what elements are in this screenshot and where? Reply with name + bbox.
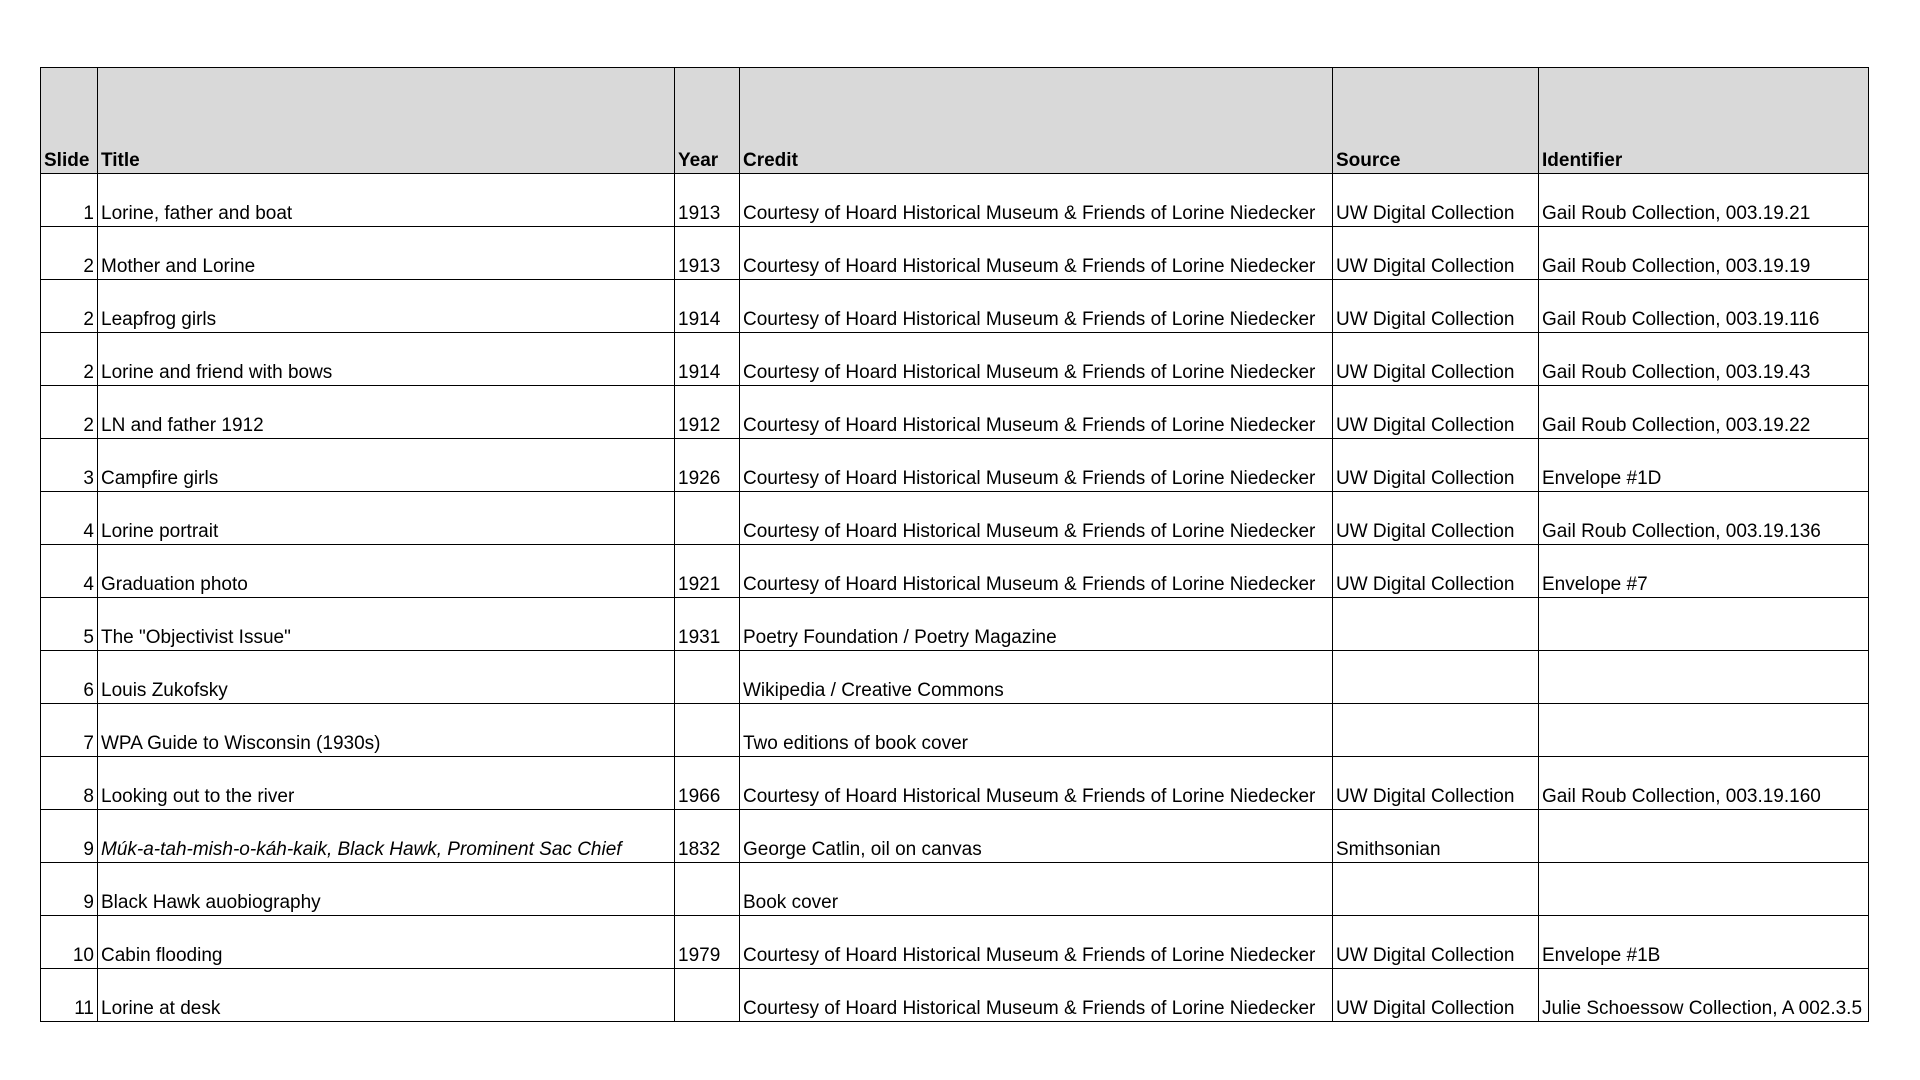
- cell-title[interactable]: Lorine, father and boat: [98, 174, 675, 227]
- cell-identifier[interactable]: Gail Roub Collection, 003.19.136: [1539, 492, 1869, 545]
- table-row: [41, 598, 1869, 651]
- cell-identifier[interactable]: Julie Schoessow Collection, A 002.3.5: [1539, 969, 1869, 1022]
- cell-identifier[interactable]: [1539, 704, 1869, 757]
- cell-year[interactable]: 1931: [675, 598, 740, 651]
- table-row: [41, 863, 1869, 916]
- cell-slide[interactable]: 9: [41, 810, 98, 863]
- cell-slide[interactable]: 5: [41, 598, 98, 651]
- table-row: [41, 704, 1869, 757]
- header-source[interactable]: Source: [1333, 68, 1539, 174]
- cell-identifier[interactable]: [1539, 651, 1869, 704]
- cell-year[interactable]: 1914: [675, 333, 740, 386]
- cell-title[interactable]: Cabin flooding: [98, 916, 675, 969]
- cell-title[interactable]: Lorine and friend with bows: [98, 333, 675, 386]
- cell-credit[interactable]: Wikipedia / Creative Commons: [740, 651, 1333, 704]
- cell-credit[interactable]: Courtesy of Hoard Historical Museum & Friends of Lorine Niedecker: [740, 174, 1333, 227]
- table-row: [41, 757, 1869, 810]
- cell-source[interactable]: UW Digital Collection: [1333, 439, 1539, 492]
- table-row: [41, 386, 1869, 439]
- cell-source[interactable]: UW Digital Collection: [1333, 227, 1539, 280]
- cell-year[interactable]: [675, 969, 740, 1022]
- cell-source[interactable]: UW Digital Collection: [1333, 545, 1539, 598]
- cell-title[interactable]: Louis Zukofsky: [98, 651, 675, 704]
- cell-identifier[interactable]: Gail Roub Collection, 003.19.19: [1539, 227, 1869, 280]
- cell-credit[interactable]: Courtesy of Hoard Historical Museum & Friends of Lorine Niedecker: [740, 386, 1333, 439]
- cell-slide[interactable]: 6: [41, 651, 98, 704]
- cell-source[interactable]: UW Digital Collection: [1333, 333, 1539, 386]
- header-row: [41, 68, 1869, 174]
- cell-credit[interactable]: Courtesy of Hoard Historical Museum & Friends of Lorine Niedecker: [740, 545, 1333, 598]
- cell-slide[interactable]: 9: [41, 863, 98, 916]
- cell-credit[interactable]: Two editions of book cover: [740, 704, 1333, 757]
- cell-source[interactable]: UW Digital Collection: [1333, 757, 1539, 810]
- cell-slide[interactable]: 11: [41, 969, 98, 1022]
- cell-year[interactable]: 1966: [675, 757, 740, 810]
- cell-slide[interactable]: 4: [41, 492, 98, 545]
- cell-credit[interactable]: Courtesy of Hoard Historical Museum & Friends of Lorine Niedecker: [740, 916, 1333, 969]
- cell-source[interactable]: UW Digital Collection: [1333, 492, 1539, 545]
- cell-slide[interactable]: 2: [41, 333, 98, 386]
- cell-year[interactable]: 1979: [675, 916, 740, 969]
- cell-title[interactable]: Looking out to the river: [98, 757, 675, 810]
- header-year[interactable]: Year: [675, 68, 740, 174]
- cell-credit[interactable]: Book cover: [740, 863, 1333, 916]
- cell-source[interactable]: [1333, 704, 1539, 757]
- cell-title[interactable]: Múk-a-tah-mish-o-káh-kaik, Black Hawk, Prominent Sac Chief: [98, 810, 675, 863]
- cell-identifier[interactable]: Envelope #1B: [1539, 916, 1869, 969]
- cell-identifier[interactable]: [1539, 810, 1869, 863]
- table-row: [41, 810, 1869, 863]
- table-row: [41, 280, 1869, 333]
- cell-year[interactable]: [675, 651, 740, 704]
- cell-credit[interactable]: Courtesy of Hoard Historical Museum & Friends of Lorine Niedecker: [740, 333, 1333, 386]
- cell-slide[interactable]: 1: [41, 174, 98, 227]
- slide-credits-table: [40, 67, 1869, 1022]
- cell-identifier[interactable]: Gail Roub Collection, 003.19.43: [1539, 333, 1869, 386]
- cell-identifier[interactable]: [1539, 598, 1869, 651]
- table-row: [41, 492, 1869, 545]
- cell-credit[interactable]: Courtesy of Hoard Historical Museum & Friends of Lorine Niedecker: [740, 969, 1333, 1022]
- table-row: [41, 916, 1869, 969]
- cell-source[interactable]: [1333, 598, 1539, 651]
- cell-identifier[interactable]: Gail Roub Collection, 003.19.160: [1539, 757, 1869, 810]
- cell-slide[interactable]: 2: [41, 386, 98, 439]
- cell-credit[interactable]: Courtesy of Hoard Historical Museum & Friends of Lorine Niedecker: [740, 757, 1333, 810]
- cell-title[interactable]: Lorine portrait: [98, 492, 675, 545]
- cell-source[interactable]: [1333, 651, 1539, 704]
- cell-title[interactable]: Graduation photo: [98, 545, 675, 598]
- cell-year[interactable]: [675, 704, 740, 757]
- cell-slide[interactable]: 10: [41, 916, 98, 969]
- table-row: [41, 333, 1869, 386]
- cell-source[interactable]: Smithsonian: [1333, 810, 1539, 863]
- cell-identifier[interactable]: [1539, 863, 1869, 916]
- table-row: [41, 969, 1869, 1022]
- cell-identifier[interactable]: Gail Roub Collection, 003.19.116: [1539, 280, 1869, 333]
- cell-year[interactable]: [675, 492, 740, 545]
- table-row: [41, 545, 1869, 598]
- header-credit[interactable]: Credit: [740, 68, 1333, 174]
- cell-identifier[interactable]: Envelope #1D: [1539, 439, 1869, 492]
- cell-title[interactable]: Campfire girls: [98, 439, 675, 492]
- cell-slide[interactable]: 3: [41, 439, 98, 492]
- cell-credit[interactable]: Courtesy of Hoard Historical Museum & Friends of Lorine Niedecker: [740, 227, 1333, 280]
- cell-source[interactable]: [1333, 863, 1539, 916]
- table-row: [41, 439, 1869, 492]
- cell-year[interactable]: 1926: [675, 439, 740, 492]
- cell-credit[interactable]: Courtesy of Hoard Historical Museum & Friends of Lorine Niedecker: [740, 280, 1333, 333]
- cell-source[interactable]: UW Digital Collection: [1333, 969, 1539, 1022]
- cell-title[interactable]: Lorine at desk: [98, 969, 675, 1022]
- table-row: [41, 651, 1869, 704]
- cell-credit[interactable]: George Catlin, oil on canvas: [740, 810, 1333, 863]
- cell-identifier[interactable]: Gail Roub Collection, 003.19.22: [1539, 386, 1869, 439]
- cell-year[interactable]: 1913: [675, 174, 740, 227]
- cell-credit[interactable]: Courtesy of Hoard Historical Museum & Friends of Lorine Niedecker: [740, 439, 1333, 492]
- table-row: [41, 174, 1869, 227]
- cell-year[interactable]: [675, 863, 740, 916]
- cell-year[interactable]: 1832: [675, 810, 740, 863]
- cell-title[interactable]: LN and father 1912: [98, 386, 675, 439]
- cell-title[interactable]: The "Objectivist Issue": [98, 598, 675, 651]
- cell-year[interactable]: 1912: [675, 386, 740, 439]
- cell-title[interactable]: Leapfrog girls: [98, 280, 675, 333]
- cell-title[interactable]: WPA Guide to Wisconsin (1930s): [98, 704, 675, 757]
- cell-year[interactable]: 1921: [675, 545, 740, 598]
- header-identifier[interactable]: Identifier: [1539, 68, 1869, 174]
- cell-identifier[interactable]: Gail Roub Collection, 003.19.21: [1539, 174, 1869, 227]
- cell-slide[interactable]: 8: [41, 757, 98, 810]
- cell-title[interactable]: Black Hawk auobiography: [98, 863, 675, 916]
- cell-credit[interactable]: Poetry Foundation / Poetry Magazine: [740, 598, 1333, 651]
- cell-source[interactable]: UW Digital Collection: [1333, 280, 1539, 333]
- cell-year[interactable]: 1913: [675, 227, 740, 280]
- header-slide[interactable]: Slide: [41, 68, 98, 174]
- cell-slide[interactable]: 2: [41, 227, 98, 280]
- cell-credit[interactable]: Courtesy of Hoard Historical Museum & Friends of Lorine Niedecker: [740, 492, 1333, 545]
- cell-source[interactable]: UW Digital Collection: [1333, 916, 1539, 969]
- cell-slide[interactable]: 2: [41, 280, 98, 333]
- cell-title[interactable]: Mother and Lorine: [98, 227, 675, 280]
- cell-slide[interactable]: 7: [41, 704, 98, 757]
- cell-source[interactable]: UW Digital Collection: [1333, 174, 1539, 227]
- cell-slide[interactable]: 4: [41, 545, 98, 598]
- cell-identifier[interactable]: Envelope #7: [1539, 545, 1869, 598]
- header-title[interactable]: Title: [98, 68, 675, 174]
- cell-year[interactable]: 1914: [675, 280, 740, 333]
- table-row: [41, 227, 1869, 280]
- cell-source[interactable]: UW Digital Collection: [1333, 386, 1539, 439]
